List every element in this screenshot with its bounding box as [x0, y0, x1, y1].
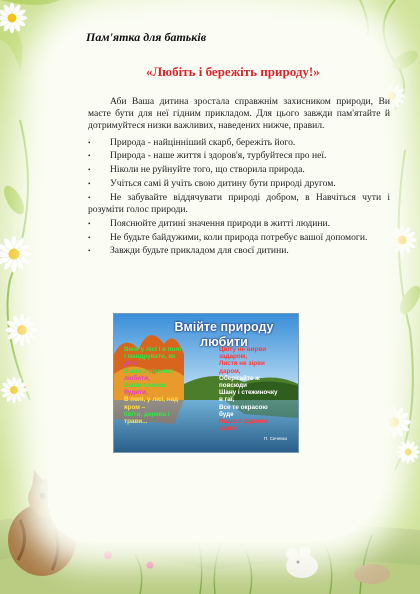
- poem-line: Все те окрасою: [219, 403, 268, 411]
- poem-line: повсюди: [219, 382, 248, 390]
- poem-line: Квіти, дерева і: [124, 410, 170, 418]
- poem-line: даром,: [219, 367, 241, 375]
- poem-left-column: [124, 346, 181, 425]
- poster-title-line: Вмійте природу: [174, 320, 274, 334]
- poem-line: Вміти стежки: [124, 382, 166, 390]
- poem-line: Листя не зірви: [219, 360, 265, 368]
- poem-line: Вмій у лісі і в полі: [124, 346, 181, 353]
- poem-line: Нашого рідного: [219, 418, 268, 426]
- poem-line: Вміти з ріками і: [124, 367, 173, 375]
- rules-list: [88, 137, 390, 258]
- poem-line: Шану і стежиночку: [219, 389, 278, 397]
- poem-line: в гаї,: [219, 396, 235, 404]
- rule-item: • Учіться самі й учіть свою дитину бути природі другом.: [88, 178, 390, 190]
- rule-item: • Ніколи не руйнуйте того, що створила природа.: [88, 164, 390, 176]
- memo-subtitle: «Любіть і бережіть природу!»: [146, 64, 320, 79]
- rule-item: • Завжди будьте прикладом для своєї дитини.: [88, 245, 390, 257]
- poem-line: Оберігайте ж: [219, 374, 260, 382]
- memo-intro: Аби Ваша дитина зростала справжнім захисником природи, Ви маєте бути для неї гідним прикладом. Для цього завжди пам'ятайте й дотримуйтеся низки важливих, наведених нижче, правил.: [88, 96, 390, 132]
- poem-line: Цвіту не вирви: [219, 346, 267, 353]
- poem-line: діти,: [124, 360, 139, 368]
- poster-title-line: любити: [200, 335, 248, 349]
- poem-author: П. Сичевко: [264, 436, 288, 441]
- poem-line: яром –: [124, 403, 146, 411]
- poem-poster: [113, 313, 299, 453]
- poem-line: задаром,: [219, 353, 248, 361]
- poem-line: і мандрувати, як: [124, 353, 176, 361]
- rule-item: • Природа - найцінніший скарб, бережіть його.: [88, 137, 390, 149]
- rule-item: • Не забувайте віддячувати природі добром, в Навчіться чути і розуміти голос природи.: [88, 192, 390, 216]
- memo-title: Пам'ятка для батьків: [86, 30, 207, 44]
- rule-item: • Не будьте байдужими, коли природа потребує вашої допомоги.: [88, 232, 390, 244]
- poem-line: краю!: [219, 425, 237, 433]
- poem-right-column: [219, 346, 278, 432]
- poem-line: трави...: [124, 418, 148, 426]
- poem-line: буде: [219, 410, 234, 418]
- rule-item: • Природа - наше життя і здоров'я, турбуйтеся про неї.: [88, 150, 390, 162]
- rule-item: • Пояснюйте дитині значення природи в житті людини.: [88, 218, 390, 230]
- poem-line: В полі, у лісі, над: [124, 396, 179, 404]
- poem-line: любити,: [124, 374, 150, 382]
- memo-body: [88, 96, 390, 259]
- poem-line: будити,: [124, 389, 148, 397]
